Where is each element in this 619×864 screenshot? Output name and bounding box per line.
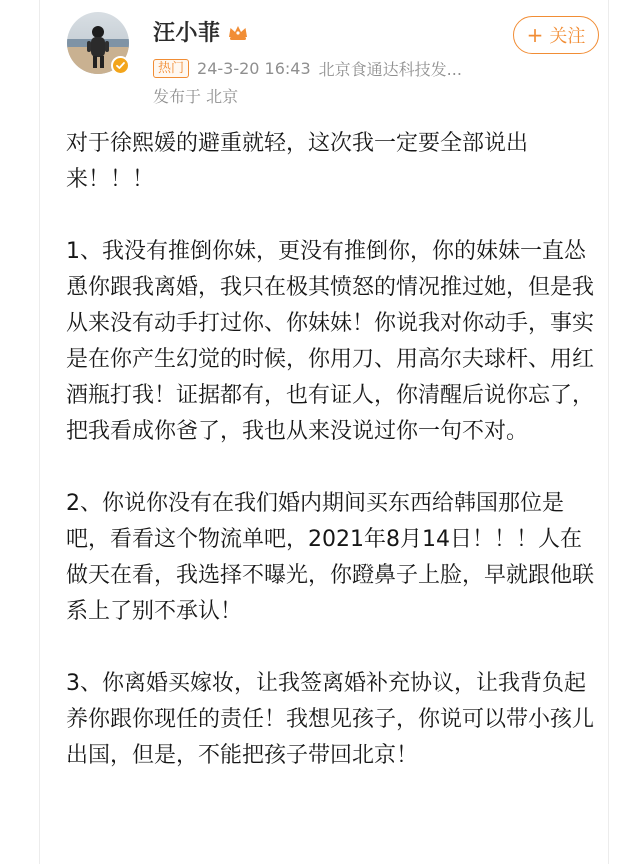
post-content: [66, 126, 600, 774]
post-paragraph: 对于徐熙媛的避重就轻，这次我一定要全部说出来！！！: [66, 131, 529, 192]
left-frame-line: [39, 0, 40, 864]
post-meta-row: [153, 57, 462, 80]
avatar-container[interactable]: [67, 12, 129, 74]
follow-button[interactable]: [513, 16, 599, 54]
crown-icon: [227, 23, 249, 41]
hot-tag: 热门: [153, 59, 189, 78]
right-frame-line: [608, 0, 609, 864]
post-location: 发布于 北京: [153, 87, 239, 106]
post-paragraph: 3、你离婚买嫁妆，让我签离婚补充协议，让我背负起养你跟你现任的责任！我想见孩子，你说可以带小孩儿出国，但是，不能把孩子带回北京！: [66, 671, 595, 768]
author-name[interactable]: 汪小菲: [153, 21, 221, 46]
author-row: [153, 16, 249, 47]
post-timestamp: 24-3-20 16:43: [197, 59, 311, 78]
post-source[interactable]: 北京食通达科技发...: [318, 60, 462, 79]
post-header: [67, 12, 599, 112]
follow-label: 关注: [549, 26, 586, 47]
post-paragraph: 2、你说你没有在我们婚内期间买东西给韩国那位是吧，看看这个物流单吧，2021年8月14日！！！人在做天在看，我选择不曝光，你蹬鼻子上脸，早就跟他联系上了别不承认！: [66, 491, 595, 624]
post-paragraph: 1、我没有推倒你妹，更没有推倒你，你的妹妹一直怂恿你跟我离婚，我只在极其愤怒的情况推过她，但是我从来没有动手打过你、你妹妹！你说我对你动手，事实是在你产生幻觉的时候，你用刀、用高尔夫球杆、用红酒瓶打我！证据都有，也有证人，你清醒后说你忘了，把我看成你爸了，我也从来没说过你一句不对。: [66, 239, 595, 444]
verified-badge-icon: [111, 56, 130, 75]
plus-icon: +: [526, 22, 544, 47]
